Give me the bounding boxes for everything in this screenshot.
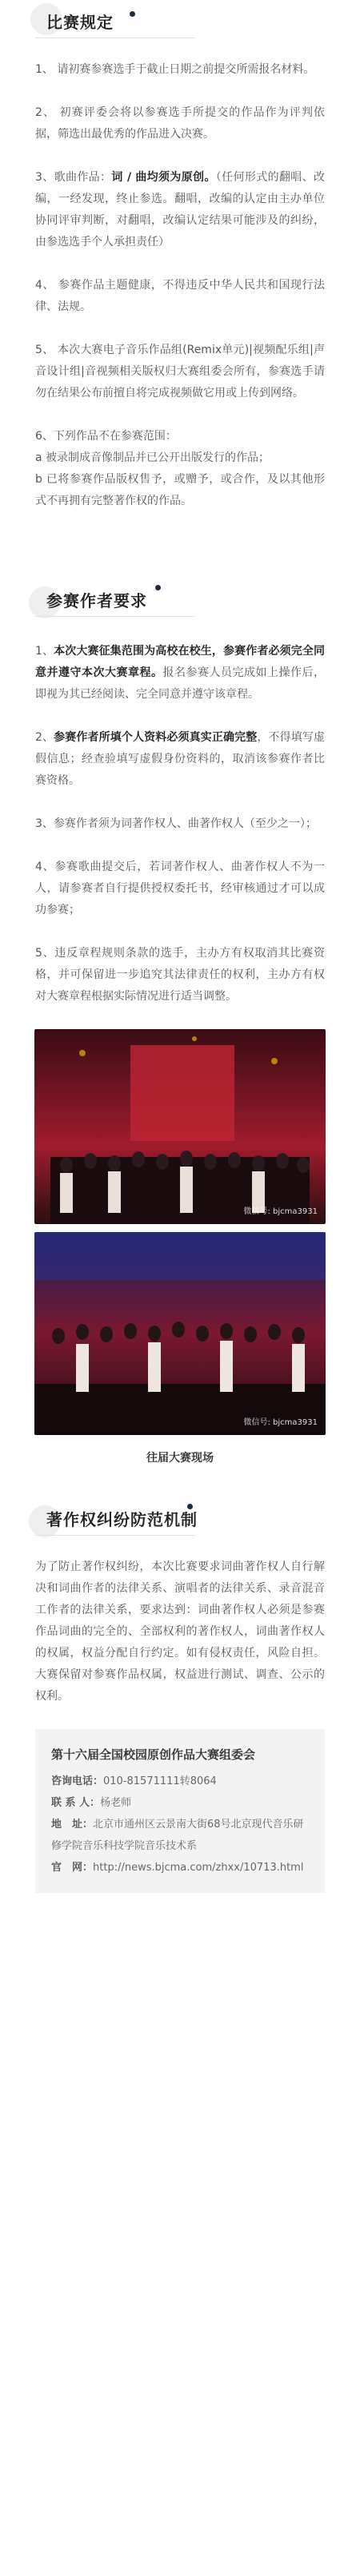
contact-box	[35, 1729, 325, 1893]
photo-watermark: 微信号: bjcma3931	[243, 1207, 318, 1216]
author-item: 3、参赛作者须为词著作权人、曲著作权人（至少之一）；	[35, 817, 317, 830]
copyright-header	[35, 1497, 325, 1542]
website-label: 官 网：	[51, 1862, 94, 1874]
author-highlight: 本次大赛征集范围为高校在校生，参赛作者必须完全同意并遵守本次大赛章程。	[35, 645, 325, 679]
author-highlight: 参赛作者所填个人资料必须真实正确完整	[54, 731, 258, 744]
address-label: 地 址：	[51, 1819, 94, 1831]
event-photo-2	[34, 1232, 326, 1435]
contact-phone	[51, 1771, 309, 1792]
rule-highlight: 词 / 曲均须为原创。	[111, 171, 216, 184]
section-title: 比赛规定	[46, 13, 114, 32]
photo-watermark: 微信号: bjcma3931	[243, 1418, 318, 1427]
rules-header	[35, 0, 325, 45]
photo-caption: 往届大赛现场	[146, 1452, 214, 1465]
phone-label: 咨询电话：	[51, 1775, 104, 1787]
rule-text: （任何形式的翻唱、改编，一经发现，终止参选。翻唱，改编的认定由主办单位协同评审判断，对翻唱，改编认定结果可能涉及的纠纷，由参选选手个人承担责任）	[35, 171, 325, 248]
rules-section	[0, 0, 360, 512]
rule-item: b 已将参赛作品版权售予，或赠予，或合作，及以其他形式不再拥有完整著作权的作品。	[35, 473, 325, 507]
rule-item: a 被录制成音像制品并已公开出版发行的作品；	[35, 451, 270, 464]
copyright-section	[0, 1497, 360, 1707]
photo-graphic	[34, 1232, 326, 1435]
rule-text: 3、歌曲作品：	[35, 171, 112, 184]
person-value: 杨老师	[100, 1797, 132, 1809]
contact-website	[51, 1857, 309, 1878]
author-item-2	[35, 727, 325, 792]
copyright-text: 为了防止著作权纠纷，本次比赛要求词曲著作权人自行解决和词曲作者的法律关系、演唱者的法律关系、录音混音工作者的法律关系，要求达到：词曲著作权人必须是参赛作品词曲的完全的、全部权利的著作权人，词曲著作权人的权属，权益分配自行约定。如有侵权责任，风险自担。大赛保留对参赛作品权属，权益进行测试、调查、公示的权利。	[35, 1560, 325, 1703]
author-text: 报名参赛人员完成如上操作后，即视为其已经阅读、完全同意并遵守该章程。	[35, 666, 325, 701]
author-text: 2、	[35, 731, 54, 744]
rule-item: 5、 本次大赛电子音乐作品组(Remix单元)|视频配乐组|声音设计组|音视频相关版权归大赛组委会所有，参赛选手请勿在结果公布前擅自将完成视频做它用或上传到网络。	[35, 344, 325, 400]
author-item-1	[35, 641, 325, 706]
author-text: ，不得填写虚假信息；经查验填写虚假身份资料的，取消该参赛作者比赛资格。	[35, 731, 325, 787]
phone-value[interactable]: 010-81571111转8064	[103, 1775, 217, 1787]
contact-person	[51, 1792, 309, 1814]
event-photo-1	[34, 1029, 326, 1224]
rule-item: 6、下列作品不在参赛范围：	[35, 430, 177, 443]
contact-address	[51, 1814, 309, 1857]
organizer-name: 第十六届全国校园原创作品大赛组委会	[51, 1747, 256, 1762]
rule-item-3	[35, 167, 325, 253]
rule-item: 2、 初赛评委会将以参赛选手所提交的作品作为评判依据，筛选出最优秀的作品进入决赛。	[35, 106, 325, 141]
header-underline	[35, 616, 195, 617]
authors-header	[35, 578, 325, 623]
section-title: 著作权纠纷防范机制	[46, 1510, 198, 1529]
person-label: 联 系 人：	[51, 1797, 101, 1809]
author-text: 1、	[35, 645, 54, 658]
photo-graphic	[34, 1029, 326, 1224]
authors-section	[0, 578, 360, 1008]
author-item: 5、违反章程规则条款的选手，主办方有权取消其比赛资格，并可保留进一步追究其法律责任的权利，主办方有权对大赛章程根据实际情况进行适当调整。	[35, 947, 325, 1003]
website-link[interactable]: http://news.bjcma.com/zhxx/10713.html	[93, 1862, 304, 1874]
address-value: 北京市通州区云景南大街68号北京现代音乐研修学院音乐科技学院音乐技术系	[51, 1819, 304, 1852]
author-item: 4、参赛歌曲提交后，若词著作权人、曲著作权人不为一人，请参赛者自行提供授权委托书，经审核通过才可以成功参赛；	[35, 861, 325, 916]
rule-item: 4、 参赛作品主题健康，不得违反中华人民共和国现行法律、法规。	[35, 279, 325, 313]
section-title: 参赛作者要求	[46, 591, 147, 610]
header-underline	[35, 1535, 195, 1536]
rule-item: 1、 请初赛参赛选手于截止日期之前提交所需报名材料。	[35, 63, 315, 76]
